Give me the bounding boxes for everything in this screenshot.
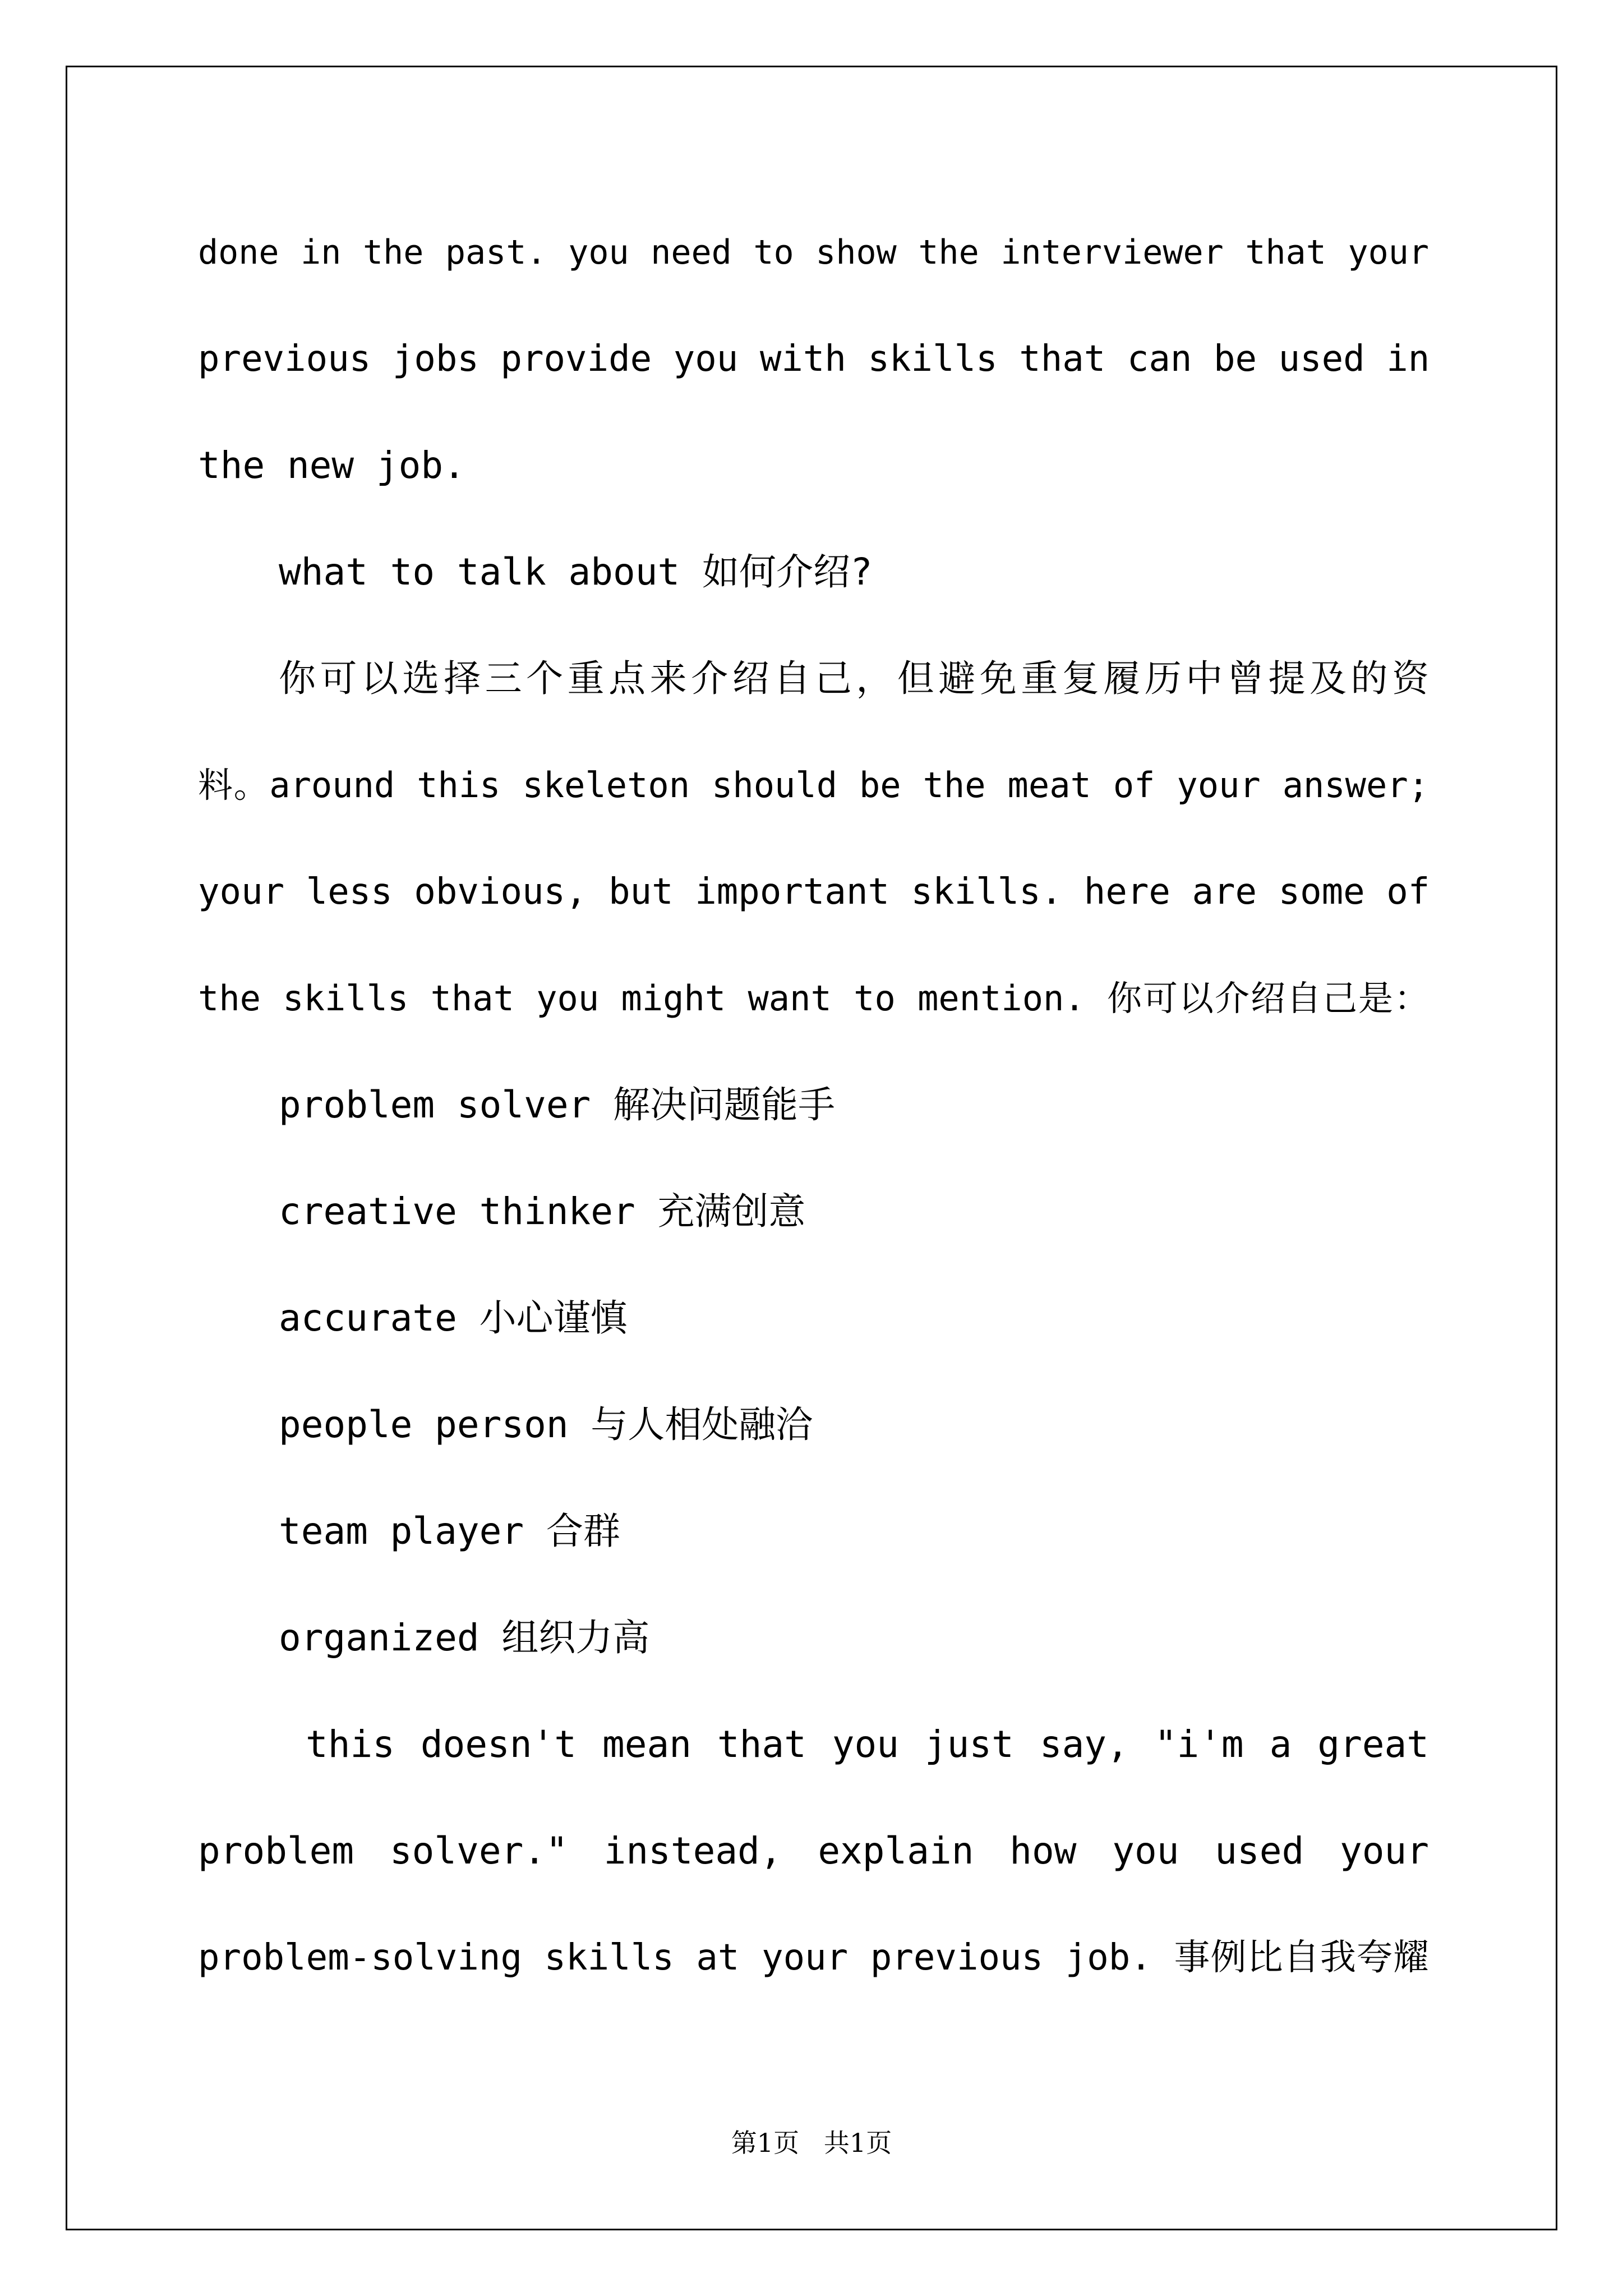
list-item: creative thinker 充满创意	[279, 1190, 806, 1233]
text-line: 料。around this skeleton should be the meat of your answer;	[198, 765, 1429, 806]
text-line: problem solver." instead, explain how you used your	[198, 1829, 1429, 1872]
text-line: previous jobs provide you with skills that can be used in	[198, 338, 1430, 380]
list-item: accurate 小心谨慎	[279, 1296, 628, 1340]
list-item: organized 组织力高	[279, 1616, 650, 1659]
page-footer: 第1页 共1页	[731, 2128, 892, 2158]
text-line: 你可以选择三个重点来介绍自己，但避免重复履历中曾提及的资	[279, 657, 1429, 700]
text-line: problem-solving skills at your previous job. 事例比自我夸耀	[198, 1937, 1429, 1978]
text-line: done in the past. you need to show the interviewer that your	[198, 233, 1429, 272]
list-item: people person 与人相处融洽	[279, 1403, 813, 1446]
list-item: team player 合群	[279, 1510, 620, 1553]
text-line: your less obvious, but important skills. here are some of	[198, 871, 1430, 913]
list-item: problem solver 解决问题能手	[279, 1083, 836, 1126]
text-line: this doesn't mean that you just say, "i'm a great	[306, 1723, 1429, 1766]
text-line: the new job.	[198, 444, 465, 487]
text-line: the skills that you might want to mention. 你可以介绍自己是：	[198, 978, 1429, 1019]
page-border	[66, 66, 1557, 2230]
text-line: what to talk about 如何介绍?	[279, 550, 873, 593]
